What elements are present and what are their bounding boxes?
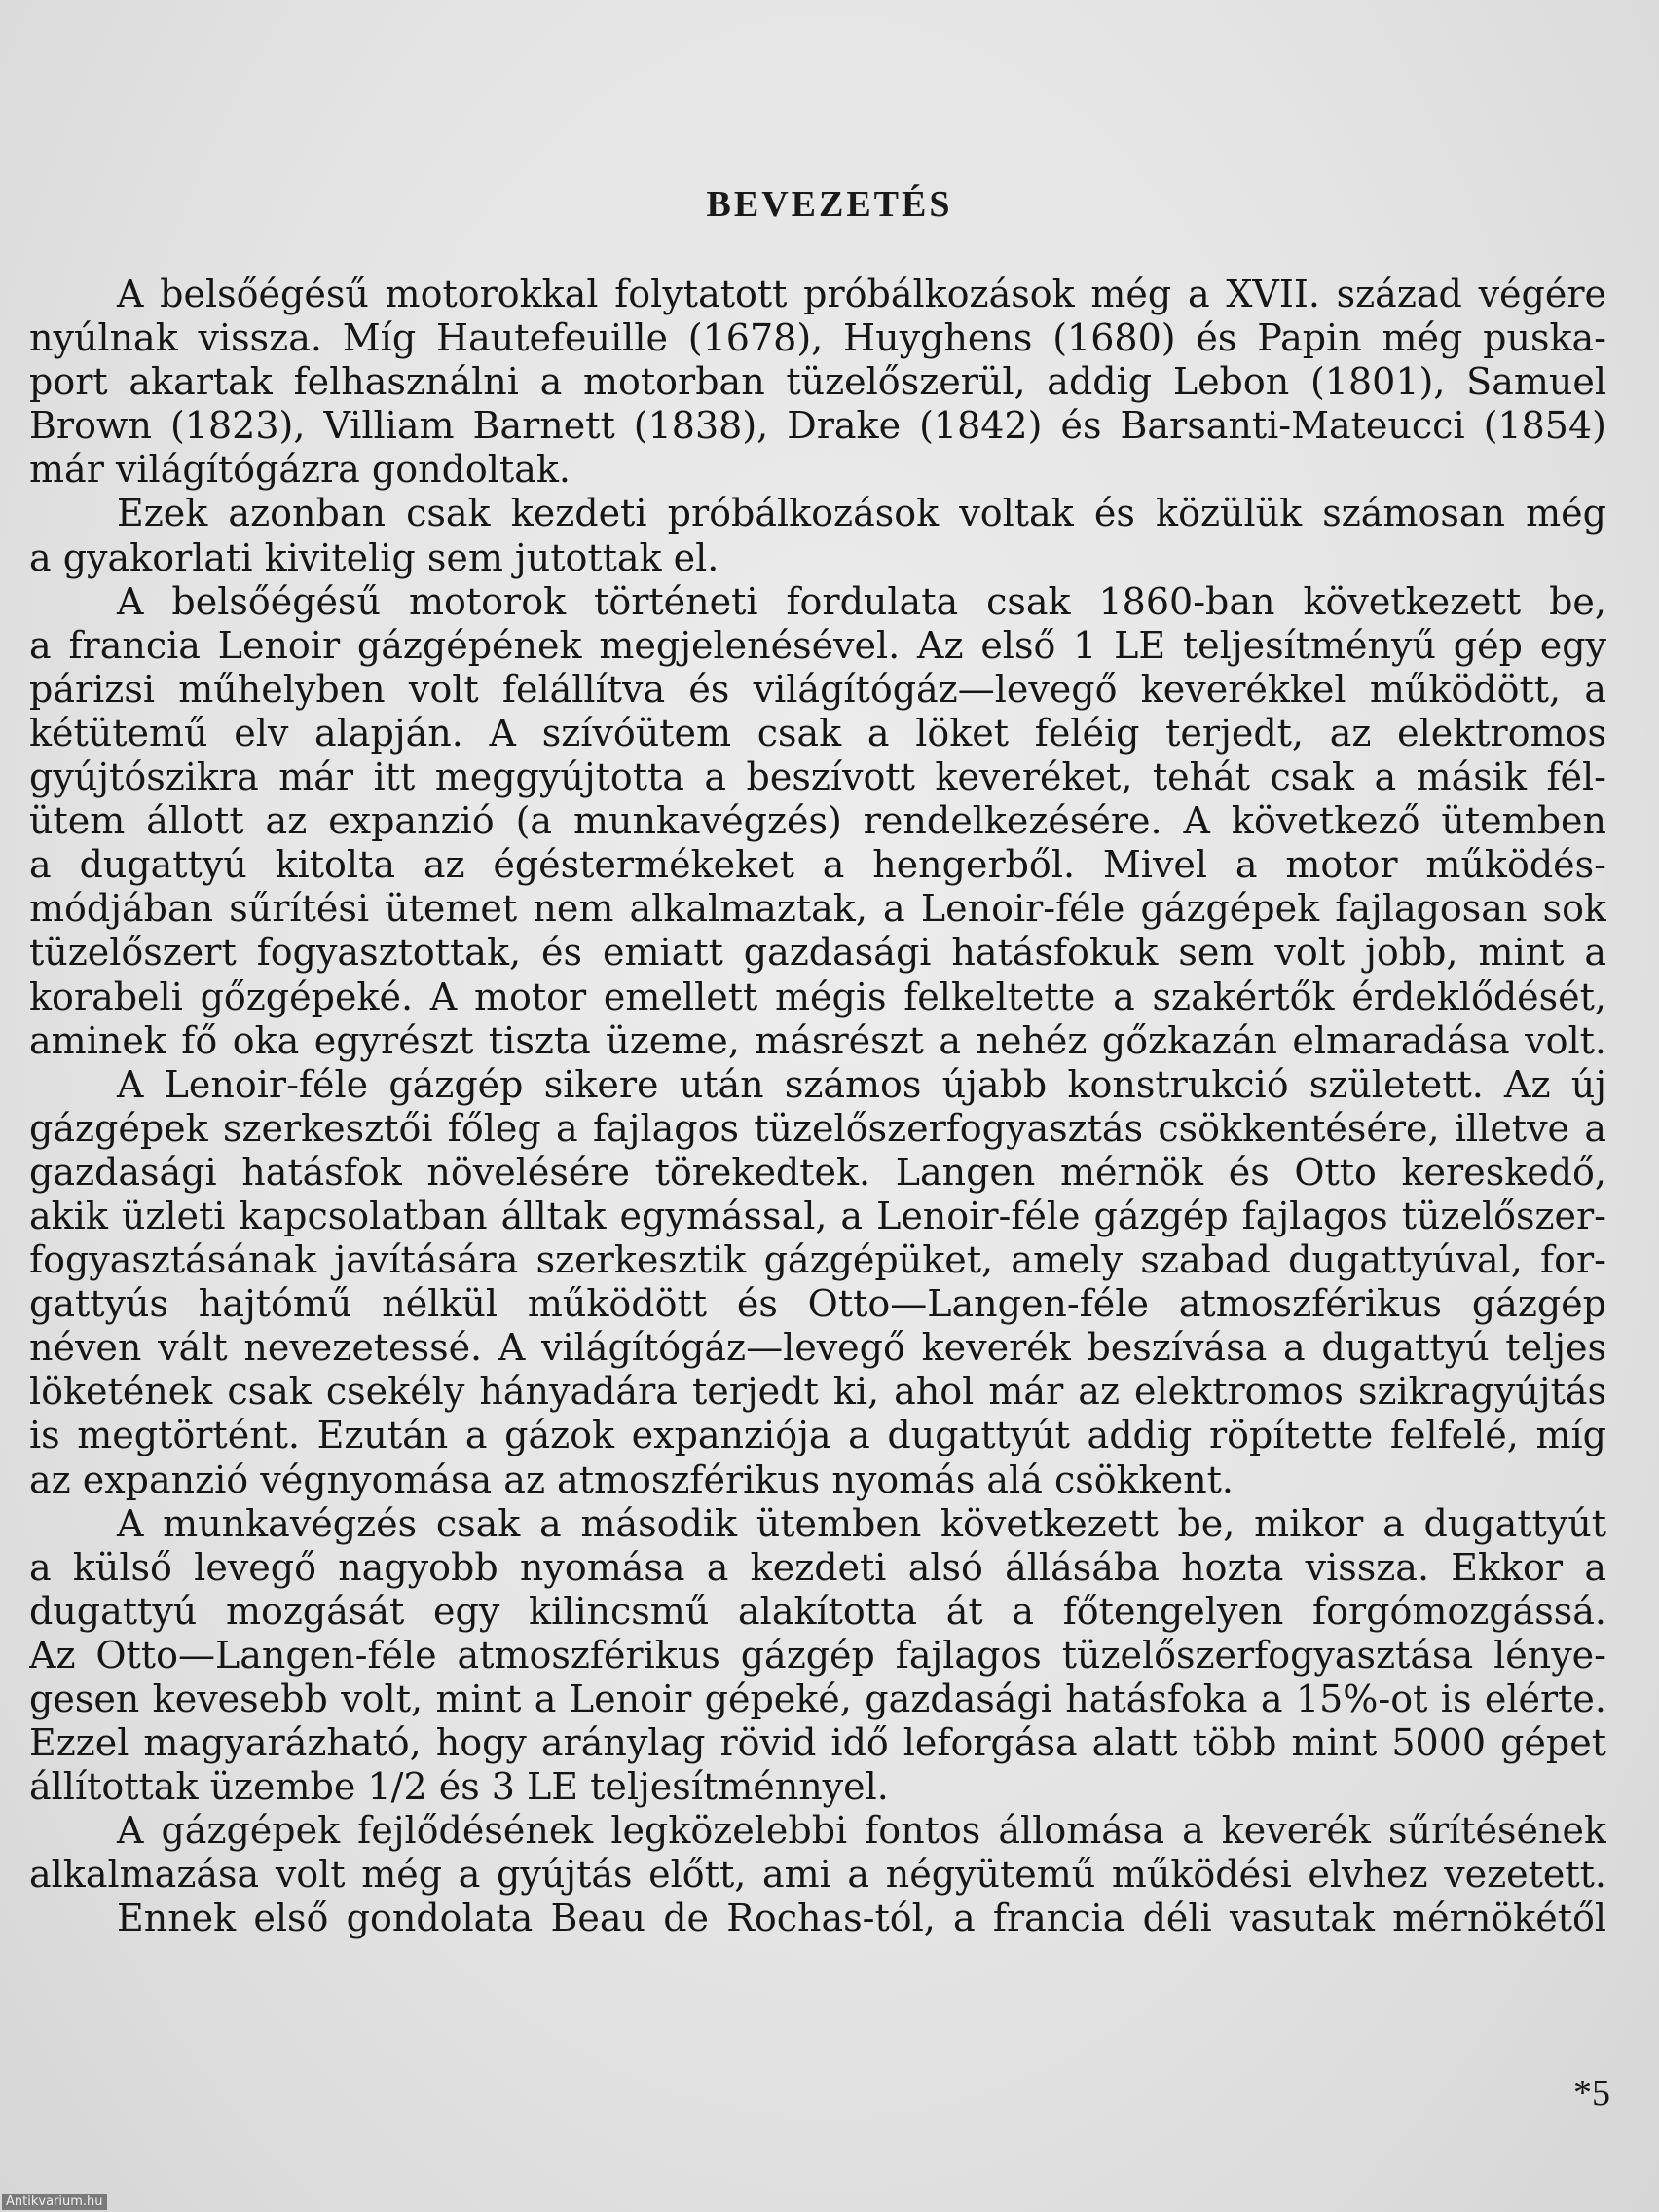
text-line: is megtörtént. Ezután a gázok expanziója a dugattyút addig röpítette felfelé, míg <box>29 1414 1606 1457</box>
text-line: gázgépek szerkesztői főleg a fajlagos tüzelőszerfogyasztás csökkentésére, illetve a <box>29 1106 1606 1150</box>
text-line: nyúlnak vissza. Míg Hautefeuille (1678), Huyghens (1680) és Papin még puska- <box>29 316 1606 360</box>
text-line: port akartak felhasználni a motorban tüzelőszerül, addig Lebon (1801), Samuel <box>29 360 1606 404</box>
text-line: A belsőégésű motorok történeti fordulata csak 1860-ban következett be, <box>117 579 1606 623</box>
page-number: *5 <box>1573 2073 1610 2114</box>
text-line: A gázgépek fejlődésének legközelebbi fontos állomása a keverék sűrítésének <box>117 1809 1606 1853</box>
text-line: gazdasági hatásfok növelésére törekedtek. Langen mérnök és Otto kereskedő, <box>29 1150 1606 1194</box>
text-line: dugattyú mozgását egy kilincsmű alakította át a főtengelyen forgómozgássá. <box>29 1589 1606 1633</box>
text-line: Ezzel magyarázható, hogy aránylag rövid idő leforgása alatt több mint 5000 gépet <box>29 1721 1606 1765</box>
page-title: BEVEZETÉS <box>706 184 953 225</box>
text-line: Brown (1823), Villiam Barnett (1838), Drake (1842) és Barsanti-Mateucci (1854) <box>29 404 1606 448</box>
text-line: A belsőégésű motorokkal folytatott próbálkozások még a XVII. század végére <box>117 273 1606 315</box>
text-line: aminek fő oka egyrészt tiszta üzeme, másrészt a nehéz gőzkazán elmaradása volt. <box>29 1018 1606 1062</box>
text-line: kétütemű elv alapján. A szívóütem csak a löket feléig terjedt, az elektromos <box>29 711 1606 755</box>
text-line: gattyús hajtómű nélkül működött és Otto—Langen-féle atmoszférikus gázgép <box>29 1282 1606 1326</box>
text-line: alkalmazása volt még a gyújtás előtt, ami a négyütemű működési elvhez vezetett. <box>29 1853 1606 1897</box>
text-line: akik üzleti kapcsolatban álltak egymással, a Lenoir-féle gázgép fajlagos tüzelőszer- <box>29 1194 1606 1237</box>
text-line: A munkavégzés csak a második ütemben következett be, mikor a dugattyút <box>117 1501 1606 1545</box>
text-line: gesen kevesebb volt, mint a Lenoir gépeké, gazdasági hatásfoka a 15%-ot is elérte. <box>29 1677 1606 1720</box>
text-line: a külső levegő nagyobb nyomása a kezdeti alsó állásába hozta vissza. Ekkor a <box>29 1545 1606 1589</box>
text-line: párizsi műhelyben volt felállítva és világítógáz—levegő keverékkel működött, a <box>29 667 1606 711</box>
text-line: fogyasztásának javítására szerkesztik gázgépüket, amely szabad dugattyúval, for- <box>29 1238 1606 1282</box>
text-line: Ezek azonban csak kezdeti próbálkozások voltak és közülük számosan még <box>117 492 1606 535</box>
watermark: Antikvarium.hu <box>2 2194 107 2210</box>
text-line: Ennek első gondolata Beau de Rochas-tól, a francia déli vasutak mérnökétől <box>117 1897 1606 1940</box>
text-line: a dugattyú kitolta az égéstermékeket a hengerből. Mivel a motor működés- <box>29 843 1606 887</box>
text-line: tüzelőszert fogyasztottak, és emiatt gazdasági hatásfokuk sem volt jobb, mint a <box>29 931 1606 975</box>
text-line: löketének csak csekély hányadára terjedt ki, ahol már az elektromos szikragyújtás <box>29 1370 1606 1414</box>
body-text <box>29 273 1606 1941</box>
text-line: Az Otto—Langen-féle atmoszférikus gázgép fajlagos tüzelőszerfogyasztása lénye- <box>29 1633 1606 1677</box>
text-line: gyújtószikra már itt meggyújtotta a beszívott keveréket, tehát csak a másik fél- <box>29 756 1606 799</box>
text-line: már világítógázra gondoltak. <box>29 448 571 492</box>
text-line: a gyakorlati kivitelig sem jutottak el. <box>29 535 719 579</box>
text-line: ütem állott az expanzió (a munkavégzés) rendelkezésére. A következő ütemben <box>29 799 1606 843</box>
text-line: néven vált nevezetessé. A világítógáz—levegő keverék beszívása a dugattyú teljes <box>29 1326 1606 1370</box>
text-line: az expanzió végnyomása az atmoszférikus nyomás alá csökkent. <box>29 1457 1235 1501</box>
text-line: módjában sűrítési ütemet nem alkalmaztak, a Lenoir-féle gázgépek fajlagosan sok <box>29 887 1606 931</box>
text-line: a francia Lenoir gázgépének megjelenésével. Az első 1 LE teljesítményű gép egy <box>29 623 1606 667</box>
text-line: állítottak üzembe 1/2 és 3 LE teljesítménnyel. <box>29 1765 889 1809</box>
text-line: korabeli gőzgépeké. A motor emellett mégis felkeltette a szakértők érdeklődését, <box>29 975 1606 1018</box>
text-line: A Lenoir-féle gázgép sikere után számos újabb konstrukció született. Az új <box>117 1062 1606 1106</box>
